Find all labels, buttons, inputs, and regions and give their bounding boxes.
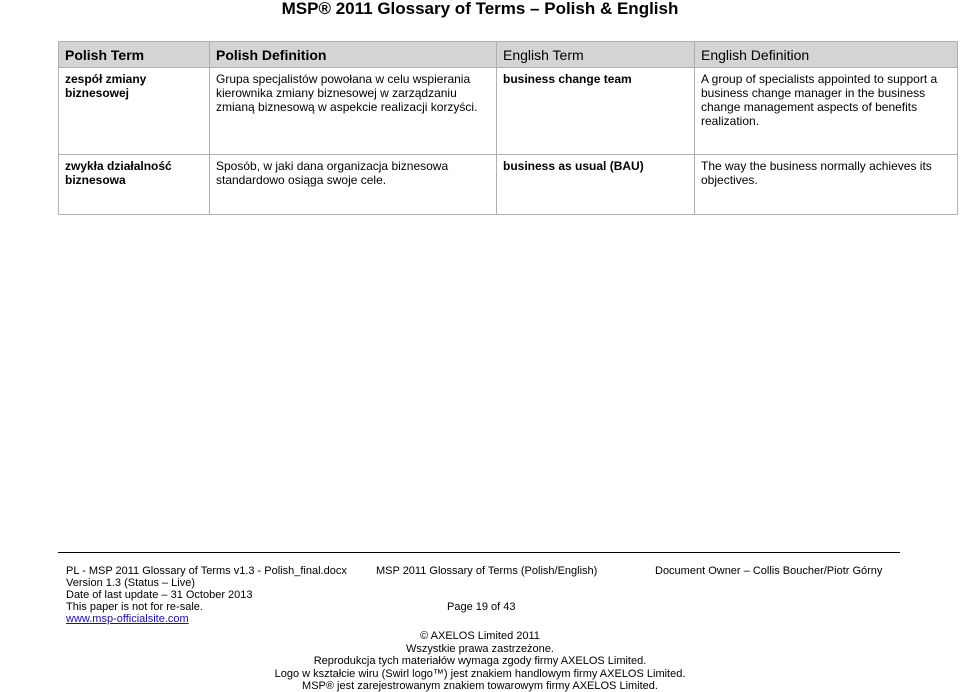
header-english-definition: English Definition (695, 42, 958, 68)
glossary-table (58, 41, 958, 215)
english-term-cell: business as usual (BAU) (497, 155, 695, 215)
footer-divider (58, 552, 900, 553)
polish-term-cell: zespół zmiany biznesowej (59, 68, 210, 155)
copyright-block (0, 630, 960, 692)
header-english-term: English Term (497, 42, 695, 68)
english-term-cell: business change team (497, 68, 695, 155)
footer-last-update: Date of last update – 31 October 2013 (66, 589, 253, 601)
table-row (59, 155, 958, 215)
footer-filename: PL - MSP 2011 Glossary of Terms v1.3 - Polish_final.docx (66, 565, 347, 577)
header-polish-definition: Polish Definition (210, 42, 497, 68)
header-polish-term: Polish Term (59, 42, 210, 68)
polish-definition-cell: Grupa specjalistów powołana w celu wspierania kierownika zmiany biznesowej w zarządzaniu zmianą biznesową w aspekcie realizacji korzyści. (210, 68, 497, 155)
copyright-line: Reprodukcja tych materiałów wymaga zgody firmy AXELOS Limited. (313, 655, 647, 667)
copyright-line: Wszystkie prawa zastrzeżone. (406, 642, 554, 655)
copyright-line: © AXELOS Limited 2011 (420, 630, 540, 642)
page-title: MSP® 2011 Glossary of Terms – Polish & English (281, 0, 679, 18)
copyright-line: Logo w kształcie wiru (Swirl logo™) jest znakiem handlowym firmy AXELOS Limited. (274, 667, 686, 680)
polish-definition-cell: Sposób, w jaki dana organizacja biznesowa standardowo osiąga swoje cele. (210, 155, 497, 215)
footer-center-title: MSP 2011 Glossary of Terms (Polish/English) (376, 565, 598, 577)
footer-page-number: Page 19 of 43 (447, 601, 516, 613)
table-header-row (59, 42, 958, 68)
english-definition-cell: A group of specialists appointed to support a business change manager in the business change management aspects of benefits realization. (695, 68, 958, 155)
footer-website-link[interactable]: www.msp-officialsite.com (66, 613, 189, 625)
copyright-line: MSP® jest zarejestrowanym znakiem towarowym firmy AXELOS Limited. (302, 680, 658, 692)
footer-resale-notice: This paper is not for re-sale. (66, 601, 203, 613)
english-definition-cell: The way the business normally achieves its objectives. (695, 155, 958, 215)
footer-document-owner: Document Owner – Collis Boucher/Piotr Górny (655, 565, 883, 577)
table-row (59, 68, 958, 155)
footer-left (66, 565, 347, 625)
footer-version: Version 1.3 (Status – Live) (66, 577, 196, 589)
polish-term-cell: zwykła działalność biznesowa (59, 155, 210, 215)
